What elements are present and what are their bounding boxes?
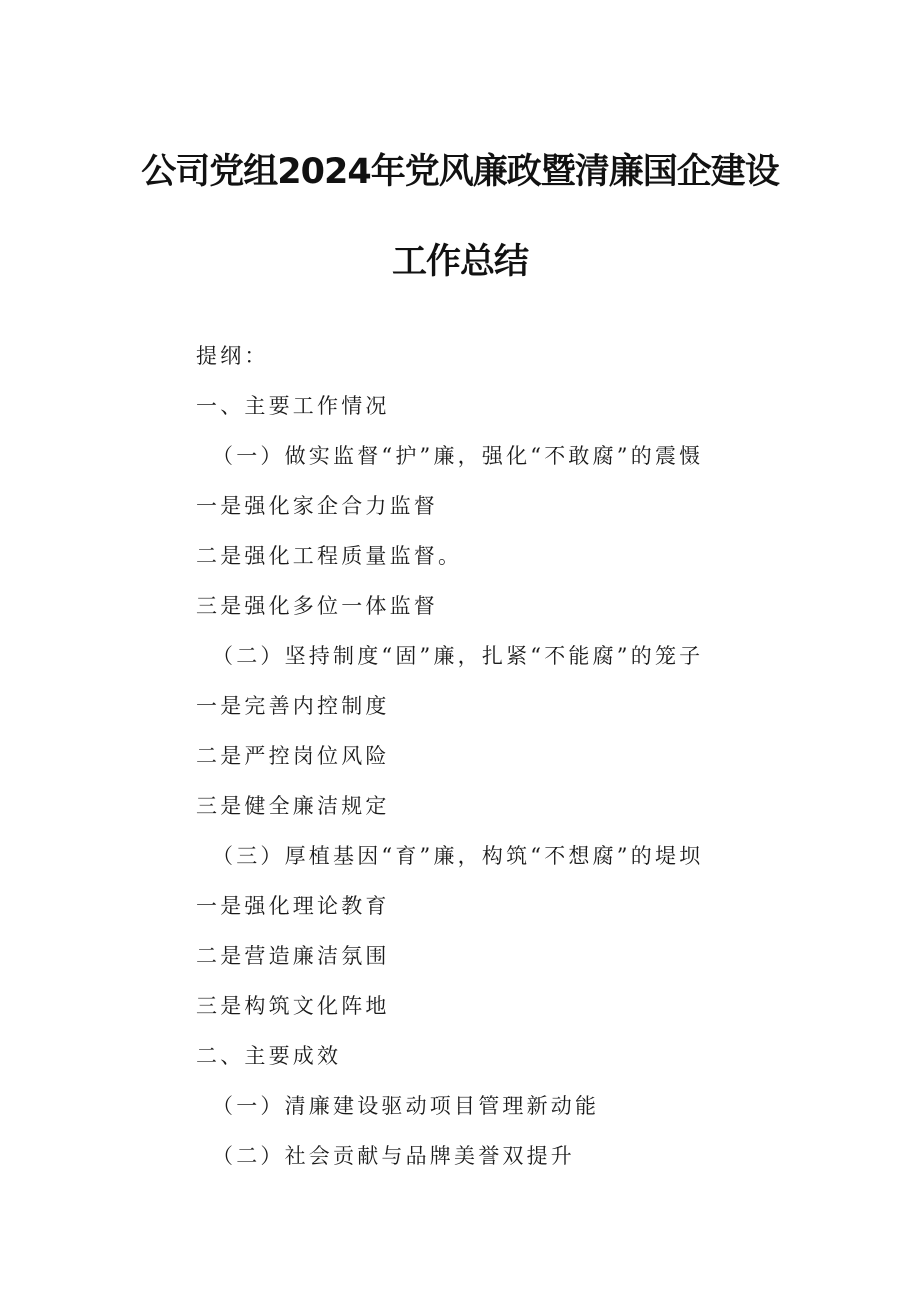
section-2-heading: 二、主要成效 bbox=[196, 1044, 342, 1068]
outline-item: 二是强化工程质量监督。 bbox=[196, 544, 463, 568]
document-title bbox=[0, 150, 920, 284]
subsection-2-2: （二）社会贡献与品牌美誉双提升 bbox=[212, 1144, 575, 1168]
outline-item: 三是健全廉洁规定 bbox=[196, 794, 390, 818]
section-1-heading: 一、主要工作情况 bbox=[196, 394, 390, 418]
outline-heading: 提纲： bbox=[196, 344, 269, 368]
outline-item: 一是完善内控制度 bbox=[196, 694, 390, 718]
title-line-1: 公司党组2024年党风廉政暨清廉国企建设 bbox=[141, 152, 779, 192]
outline-item: 二是营造廉洁氛围 bbox=[196, 944, 390, 968]
outline bbox=[196, 338, 756, 1188]
outline-item: 三是构筑文化阵地 bbox=[196, 994, 390, 1018]
outline-item: 一是强化理论教育 bbox=[196, 894, 390, 918]
title-line-2: 工作总结 bbox=[391, 242, 528, 282]
outline-item: 二是严控岗位风险 bbox=[196, 744, 390, 768]
subsection-2-1: （一）清廉建设驱动项目管理新动能 bbox=[212, 1094, 600, 1118]
outline-item: 一是强化家企合力监督 bbox=[196, 494, 438, 518]
subsection-1-3: （三）厚植基因“育”廉，构筑“不想腐”的堤坝 bbox=[212, 844, 704, 868]
outline-item: 三是强化多位一体监督 bbox=[196, 594, 438, 618]
subsection-1-1: （一）做实监督“护”廉，强化“不敢腐”的震慑 bbox=[212, 444, 704, 468]
subsection-1-2: （二）坚持制度“固”廉，扎紧“不能腐”的笼子 bbox=[212, 644, 704, 668]
